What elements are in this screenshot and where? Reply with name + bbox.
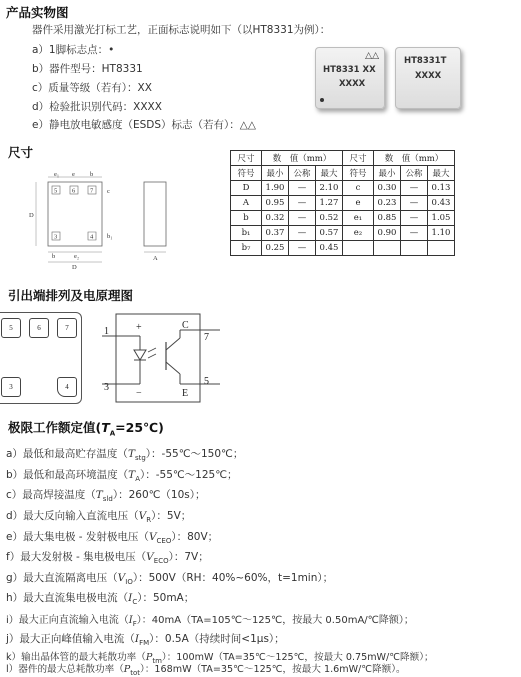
limit-sub: CEO <box>156 537 172 546</box>
limit-sym: I <box>128 615 133 626</box>
limit-pre: a）最低和最高贮存温度（ <box>6 448 128 460</box>
limit-sub: sld <box>102 495 113 504</box>
limit-sym: P <box>123 664 131 675</box>
cell-nom2: — <box>401 226 428 241</box>
dim-D-left: D <box>29 212 34 219</box>
cell-nom2: — <box>401 181 428 196</box>
limit-sym: P <box>145 652 153 663</box>
cell-sym: b <box>231 211 262 226</box>
limit-pre: f）最大发射极 - 集电极电压（ <box>6 551 147 563</box>
pin7-label: 7 <box>90 187 94 195</box>
limit-item <box>6 549 209 565</box>
limit-sub: R <box>146 516 152 525</box>
cell-nom: — <box>289 226 316 241</box>
schematic-collector: C <box>182 320 189 331</box>
limit-pre: k）输出晶体管的最大耗散功率（ <box>6 652 146 663</box>
min-header-2: 最小 <box>374 166 401 181</box>
dim-e1-top: e₁ <box>54 171 60 178</box>
cell-sym: b₇ <box>231 241 262 256</box>
table-row <box>231 181 455 196</box>
values-header: 数 值（mm） <box>262 151 343 166</box>
chip1-model: HT8331 XX <box>323 65 376 75</box>
limit-pre: l）器件的最大总耗散功率（ <box>6 664 124 675</box>
symbol-header-top: 尺寸 <box>231 151 262 166</box>
cell-max2: 1.05 <box>428 211 455 226</box>
table-row <box>231 196 455 211</box>
pin4-label: 4 <box>90 233 94 241</box>
cell-sym2: e <box>343 196 374 211</box>
cell-sym2: c <box>343 181 374 196</box>
limit-item <box>6 529 218 545</box>
limit-post: ）：260℃（10s）； <box>112 489 206 501</box>
limit-sub: C <box>132 598 138 607</box>
limit-post: ）：100mW（TA=35℃～125℃，按最大 0.75mW/℃降额）； <box>161 652 434 663</box>
cell-min2: 0.30 <box>374 181 401 196</box>
cell-nom: — <box>289 211 316 226</box>
photo-item-a: a）1脚标志点：• <box>32 44 115 56</box>
limit-post: ）：-55℃～150℃； <box>145 448 244 460</box>
limit-item <box>6 467 238 483</box>
schematic-minus: − <box>136 388 142 399</box>
cell-min2: 0.85 <box>374 211 401 226</box>
limit-pre: d）最大反向输入直流电压（ <box>6 510 139 522</box>
values-header-2: 数 值（mm） <box>374 151 455 166</box>
cell-min: 0.25 <box>262 241 289 256</box>
limit-pre: j）最大正向峰值输入电流（ <box>6 633 135 645</box>
nom-header-2: 公称 <box>401 166 428 181</box>
min-header: 最小 <box>262 166 289 181</box>
nom-header: 公称 <box>289 166 316 181</box>
pad-3: 3 <box>1 377 21 397</box>
cell-sym: b₁ <box>231 226 262 241</box>
cell-min: 1.90 <box>262 181 289 196</box>
limit-sym: T <box>128 469 136 481</box>
limit-sym: V <box>117 572 126 584</box>
table-header-row <box>231 151 455 166</box>
limit-pre: c）最高焊接温度（ <box>6 489 96 501</box>
table-row <box>231 211 455 226</box>
chip-photo-1 <box>315 47 385 109</box>
pin3-label: 3 <box>54 233 58 241</box>
limit-sub: tm <box>152 656 162 665</box>
pad-6: 6 <box>29 318 49 338</box>
limit-sub: ECO <box>153 557 169 566</box>
cell-max2: 1.10 <box>428 226 455 241</box>
chip1-code: XXXX <box>339 79 366 89</box>
cell-nom2: — <box>401 211 428 226</box>
limits-section-title <box>8 418 164 438</box>
limits-title-sub: A <box>109 429 116 438</box>
dimension-section-title: 尺寸 <box>8 145 34 160</box>
schematic-emitter: E <box>182 388 189 399</box>
photo-item-e: e）静电放电敏感度（ESDS）标志（若有）：△△ <box>32 119 256 131</box>
cell-sym: A <box>231 196 262 211</box>
cell-sym2: e₁ <box>343 211 374 226</box>
symbol-header-top-2: 尺寸 <box>343 151 374 166</box>
limit-sym: T <box>127 448 135 460</box>
dim-A-side: A <box>153 255 158 262</box>
table-row <box>231 241 455 256</box>
schematic-pin5: 5 <box>204 376 209 387</box>
pinout-section-title: 引出端排列及电原理图 <box>8 288 134 303</box>
dim-c-right: c <box>107 188 110 195</box>
limit-sym: I <box>134 633 140 645</box>
cell-max: 0.57 <box>316 226 343 241</box>
dim-b-top: b <box>90 171 94 178</box>
chip2-model: HT8331T <box>404 56 447 66</box>
limit-post: ）：50mA； <box>137 592 195 604</box>
cell-max: 0.52 <box>316 211 343 226</box>
limit-sub: F <box>132 620 137 628</box>
cell-max: 0.45 <box>316 241 343 256</box>
photo-item-d: d）检验批识别代码：XXXX <box>32 101 162 113</box>
limit-item <box>6 631 285 647</box>
symbol-header-bottom-2: 符号 <box>343 166 374 181</box>
limit-pre: g）最大直流隔离电压（ <box>6 572 118 584</box>
dim-b1-right: b₁ <box>107 233 113 240</box>
cell-sym2 <box>343 241 374 256</box>
cell-min2: 0.90 <box>374 226 401 241</box>
dimension-table <box>230 150 455 256</box>
limits-title-prefix: 极限工作额定值( <box>8 420 102 435</box>
limit-sub: tot <box>130 668 141 677</box>
package-drawing <box>22 168 182 272</box>
max-header-2: 最大 <box>428 166 455 181</box>
limit-sym: I <box>128 592 133 604</box>
limit-item <box>6 487 206 503</box>
cell-max2: 0.43 <box>428 196 455 211</box>
limit-sym: T <box>95 489 103 501</box>
limit-sym: V <box>148 531 157 543</box>
limit-item <box>6 611 414 628</box>
limit-item <box>6 446 243 462</box>
limits-title-sym: T <box>101 420 110 435</box>
limit-sub: FM <box>139 639 150 648</box>
schematic-diagram <box>100 308 230 408</box>
limit-post: ）：-55℃～125℃； <box>139 469 238 481</box>
esd-mark: △△ <box>365 51 379 61</box>
cell-min2: 0.23 <box>374 196 401 211</box>
chip2-code: XXXX <box>415 71 442 81</box>
limit-sub: IO <box>125 578 133 587</box>
schematic-pin3: 3 <box>104 382 109 393</box>
pad-7: 7 <box>57 318 77 338</box>
cell-min: 0.95 <box>262 196 289 211</box>
limit-sym: V <box>138 510 147 522</box>
limit-post: ）：40mA（TA=105℃～125℃，按最大 0.50mA/℃降额）； <box>136 615 414 626</box>
dim-e-top: e <box>72 171 75 178</box>
cell-max2 <box>428 241 455 256</box>
limit-post: ）：168mW（TA=35℃～125℃，按最大 1.6mW/℃降额）。 <box>140 664 406 675</box>
photo-intro: 器件采用激光打标工艺，正面标志说明如下（以HT8331为例）： <box>32 24 331 36</box>
chip-photo-2 <box>395 47 461 109</box>
cell-min: 0.37 <box>262 226 289 241</box>
pad-4: 4 <box>57 377 77 397</box>
limit-item <box>6 590 194 606</box>
cell-nom2: — <box>401 196 428 211</box>
dim-e2-bottom: e₂ <box>74 253 80 260</box>
photo-section-title: 产品实物图 <box>6 5 69 20</box>
cell-min: 0.32 <box>262 211 289 226</box>
cell-nom: — <box>289 196 316 211</box>
limit-post: ）：7V； <box>168 551 209 563</box>
dim-D-bottom: D <box>72 264 77 271</box>
cell-sym: D <box>231 181 262 196</box>
cell-max: 1.27 <box>316 196 343 211</box>
limit-sub: A <box>135 475 140 484</box>
cell-max: 2.10 <box>316 181 343 196</box>
cell-nom2 <box>401 241 428 256</box>
limit-pre: h）最大直流集电极电流（ <box>6 592 129 604</box>
limit-post: ）：500V（RH：40%~60%，t=1min）； <box>132 572 334 584</box>
cell-sym2: e₂ <box>343 226 374 241</box>
table-row <box>231 226 455 241</box>
pad-5: 5 <box>1 318 21 338</box>
limit-item <box>6 508 191 524</box>
table-subheader-row <box>231 166 455 181</box>
schematic-pin7: 7 <box>204 332 209 343</box>
limit-pre: i）最大正向直流输入电流（ <box>6 615 129 626</box>
limit-post: ）：5V； <box>151 510 192 522</box>
pin5-label: 5 <box>54 187 58 195</box>
cell-nom: — <box>289 241 316 256</box>
dim-b-bottom: b <box>52 253 56 260</box>
photo-item-c: c）质量等级（若有）：XX <box>32 82 152 94</box>
cell-max2: 0.13 <box>428 181 455 196</box>
schematic-plus: + <box>136 322 142 333</box>
photo-item-b: b）器件型号：HT8331 <box>32 63 143 75</box>
cell-min2 <box>374 241 401 256</box>
limit-post: ）：0.5A（持续时间<1μs）； <box>149 633 285 645</box>
pin6-label: 6 <box>72 187 76 195</box>
symbol-header-bottom: 符号 <box>231 166 262 181</box>
schematic-pin1: 1 <box>104 326 109 337</box>
limit-post: ）：80V； <box>171 531 219 543</box>
max-header: 最大 <box>316 166 343 181</box>
cell-nom: — <box>289 181 316 196</box>
pin1-dot <box>320 98 324 102</box>
limit-pre: b）最低和最高环境温度（ <box>6 469 129 481</box>
limits-title-suffix: =25℃) <box>115 420 164 435</box>
limit-item <box>6 570 333 586</box>
limit-sub: stg <box>134 454 146 463</box>
limit-pre: e）最大集电极 - 发射极电压（ <box>6 531 149 543</box>
limit-sym: V <box>146 551 154 563</box>
